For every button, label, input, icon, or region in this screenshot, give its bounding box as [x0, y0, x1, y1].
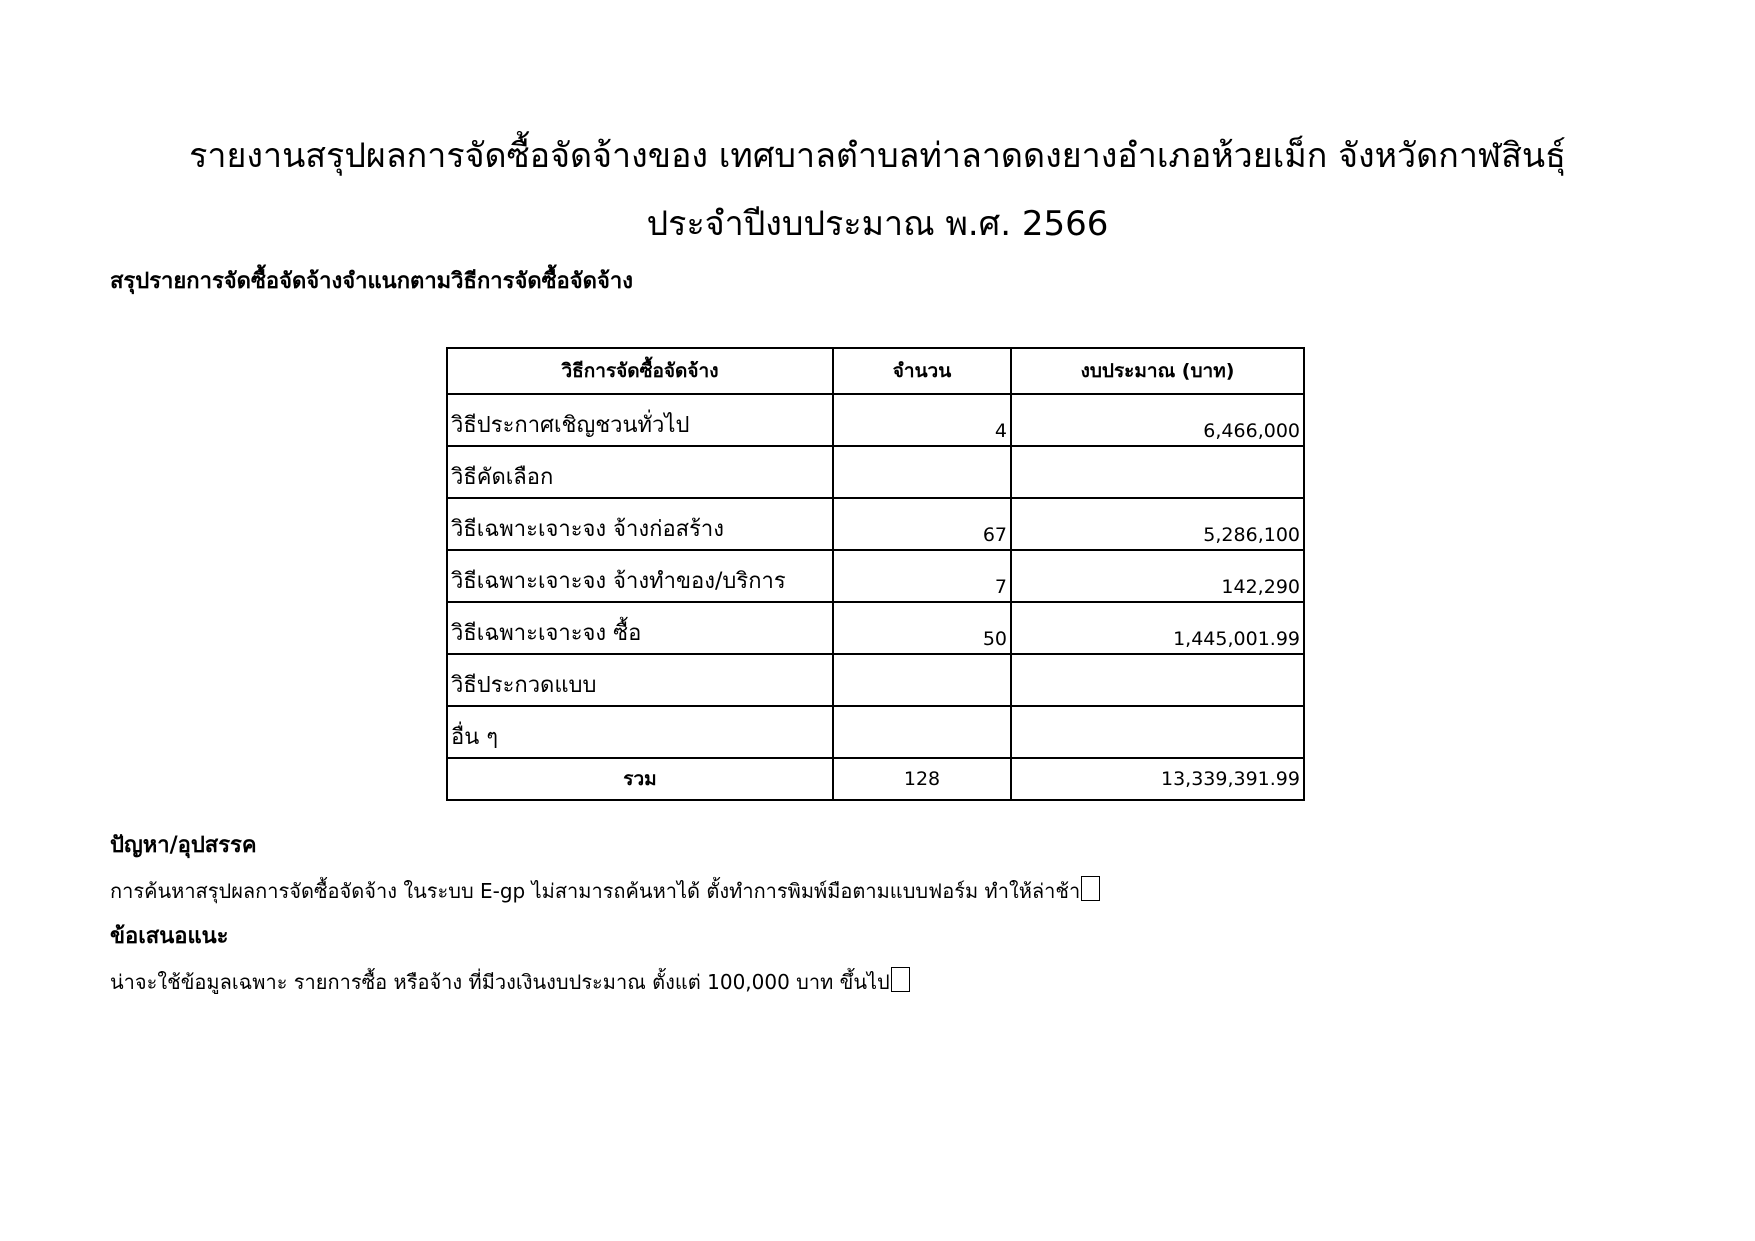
row-count: 7	[833, 550, 1011, 602]
problems-paragraph	[110, 876, 1100, 906]
table-header-row	[447, 348, 1304, 394]
row-budget	[1011, 654, 1304, 706]
table-total-row	[447, 758, 1304, 800]
row-count	[833, 706, 1011, 758]
missing-glyph-box	[891, 967, 910, 992]
row-method: วิธีประกวดแบบ	[447, 654, 833, 706]
header-budget: งบประมาณ (บาท)	[1011, 348, 1304, 394]
table-row	[447, 394, 1304, 446]
problems-text: การค้นหาสรุปผลการจัดซื้อจัดจ้าง ในระบบ E-gp ไม่สามารถค้นหาได้ ตั้งทำการพิมพ์มือตามแบบฟอร์ม ทำให้ล่าช้า	[110, 879, 1081, 903]
row-count: 4	[833, 394, 1011, 446]
row-count	[833, 446, 1011, 498]
row-method: วิธีประกาศเชิญชวนทั่วไป	[447, 394, 833, 446]
problems-heading: ปัญหา/อุปสรรค	[110, 833, 257, 858]
row-method: วิธีเฉพาะเจาะจง ซื้อ	[447, 602, 833, 654]
suggestions-text: น่าจะใช้ข้อมูลเฉพาะ รายการซื้อ หรือจ้าง ที่มีวงเงินงบประมาณ ตั้งแต่ 100,000 บาท ขึ้นไป	[110, 970, 890, 994]
missing-glyph-box	[1081, 876, 1100, 901]
table-row	[447, 654, 1304, 706]
header-method: วิธีการจัดซื้อจัดจ้าง	[447, 348, 833, 394]
row-method: วิธีคัดเลือก	[447, 446, 833, 498]
row-method: อื่น ๆ	[447, 706, 833, 758]
row-method: วิธีเฉพาะเจาะจง จ้างก่อสร้าง	[447, 498, 833, 550]
report-fiscal-year: ประจำปีงบประมาณ พ.ศ. 2566	[646, 204, 1109, 244]
row-count: 50	[833, 602, 1011, 654]
row-budget: 142,290	[1011, 550, 1304, 602]
row-method: วิธีเฉพาะเจาะจง จ้างทำของ/บริการ	[447, 550, 833, 602]
table-row	[447, 498, 1304, 550]
suggestions-paragraph	[110, 967, 910, 997]
total-budget: 13,339,391.99	[1011, 758, 1304, 800]
row-count: 67	[833, 498, 1011, 550]
summary-heading: สรุปรายการจัดซื้อจัดจ้างจำแนกตามวิธีการจัดซื้อจัดจ้าง	[110, 269, 633, 294]
row-count	[833, 654, 1011, 706]
row-budget	[1011, 706, 1304, 758]
table-row	[447, 706, 1304, 758]
total-count: 128	[833, 758, 1011, 800]
table-row	[447, 550, 1304, 602]
table-row	[447, 602, 1304, 654]
row-budget: 1,445,001.99	[1011, 602, 1304, 654]
header-count: จำนวน	[833, 348, 1011, 394]
table-row	[447, 446, 1304, 498]
row-budget	[1011, 446, 1304, 498]
total-label: รวม	[447, 758, 833, 800]
report-title: รายงานสรุปผลการจัดซื้อจัดจ้างของ เทศบาลตำบลท่าลาดดงยางอำเภอห้วยเม็ก จังหวัดกาฬสินธุ์	[189, 136, 1566, 176]
suggestions-heading: ข้อเสนอแนะ	[110, 924, 229, 949]
procurement-summary-table	[446, 347, 1305, 801]
row-budget: 5,286,100	[1011, 498, 1304, 550]
row-budget: 6,466,000	[1011, 394, 1304, 446]
